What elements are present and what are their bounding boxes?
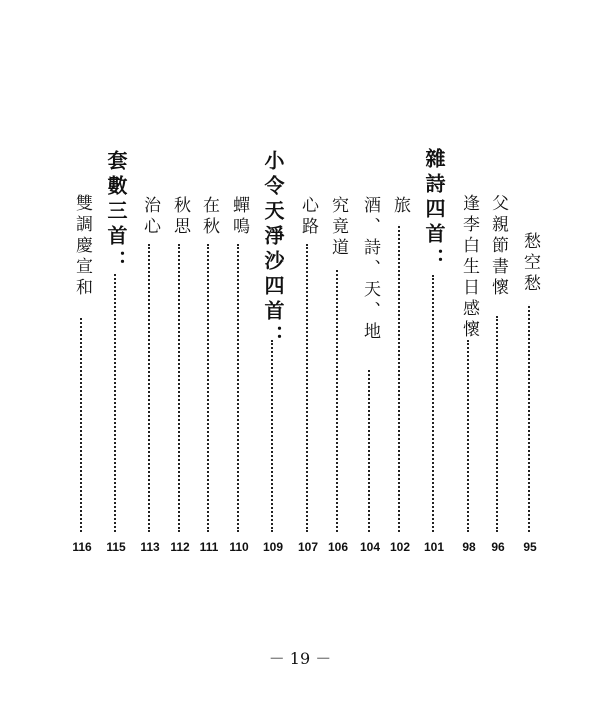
dot-leader xyxy=(496,316,498,532)
toc-entry-title: 秋思 xyxy=(170,196,190,238)
toc-entry xyxy=(195,0,223,715)
toc-entry-page: 98 xyxy=(462,540,476,554)
toc-entry-page: 102 xyxy=(389,540,411,554)
toc-entry-title: 在秋 xyxy=(199,196,219,238)
toc-entry xyxy=(68,0,96,715)
toc-entry-page: 106 xyxy=(327,540,349,554)
toc-entry xyxy=(166,0,194,715)
toc-entry-page: 116 xyxy=(72,540,92,554)
toc-entry-title: 旅 xyxy=(390,196,410,217)
toc-entry-title: 愁空愁 xyxy=(520,232,540,295)
dot-leader xyxy=(207,244,209,532)
toc-entry xyxy=(324,0,352,715)
toc-entry-title: 心路 xyxy=(298,196,318,238)
page-number: － 19 － xyxy=(268,649,332,668)
toc-entry xyxy=(455,0,483,715)
toc-section-page: 101 xyxy=(423,540,445,554)
toc-entry xyxy=(484,0,512,715)
toc-entry-title: 究竟道 xyxy=(328,196,348,259)
toc-entry xyxy=(136,0,164,715)
dot-leader xyxy=(398,226,400,532)
dot-leader xyxy=(148,244,150,532)
toc-section-page: 109 xyxy=(262,540,284,554)
toc-entry-title: 蟬鳴 xyxy=(229,196,249,238)
toc-section-title: 小令天淨沙四首： xyxy=(261,150,285,350)
toc-entry-page: 107 xyxy=(297,540,319,554)
toc-section xyxy=(259,0,287,715)
toc-entry-page: 95 xyxy=(523,540,537,554)
toc-section xyxy=(420,0,448,715)
dot-leader xyxy=(432,275,434,532)
dot-leader xyxy=(306,244,308,532)
toc-entry-title: 治心 xyxy=(140,196,160,238)
toc-entry-page: 104 xyxy=(359,540,381,554)
toc-entry xyxy=(516,0,544,715)
dot-leader xyxy=(467,340,469,532)
dot-leader xyxy=(368,370,370,532)
toc-entry xyxy=(356,0,384,715)
toc-entry-title: 雙調慶宣和 xyxy=(72,194,92,299)
toc-entry xyxy=(294,0,322,715)
toc-entry-page: 111 xyxy=(199,540,219,554)
toc-entry-page: 96 xyxy=(491,540,505,554)
toc-section-title: 套數三首： xyxy=(104,150,128,275)
toc-entry-title: 逢李白生日感懷 xyxy=(459,194,479,341)
toc-entry-page: 110 xyxy=(229,540,249,554)
toc-entry-title: 酒、詩、天、地 xyxy=(360,196,380,343)
toc-section-title: 雜詩四首： xyxy=(422,148,446,273)
dot-leader xyxy=(178,244,180,532)
toc-entry xyxy=(225,0,253,715)
toc-section-page: 115 xyxy=(106,540,126,554)
toc-section xyxy=(102,0,130,715)
dot-leader xyxy=(80,318,82,532)
dot-leader xyxy=(114,274,116,532)
dot-leader xyxy=(528,306,530,532)
toc-entry-page: 112 xyxy=(170,540,190,554)
dot-leader xyxy=(237,244,239,532)
toc-entry-page: 113 xyxy=(140,540,160,554)
toc-entry xyxy=(386,0,414,715)
dot-leader xyxy=(271,340,273,532)
toc-entry-title: 父親節書懷 xyxy=(488,194,508,299)
dot-leader xyxy=(336,270,338,532)
